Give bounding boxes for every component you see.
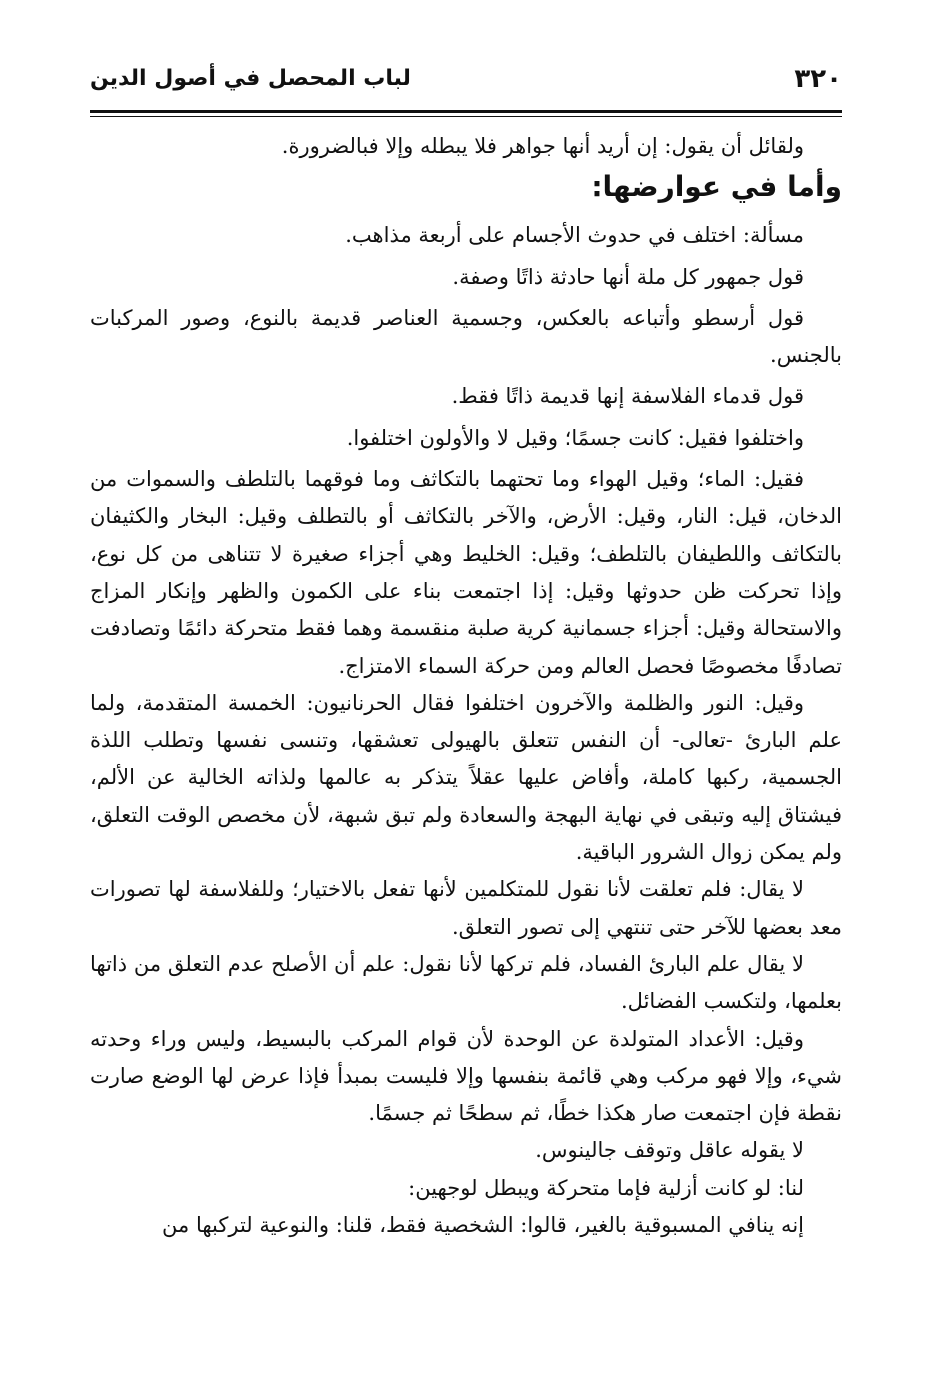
paragraph: وقيل: النور والظلمة والآخرون اختلفوا فقال الحرنانيون: الخمسة المتقدمة، ولما علم البارئ -تعالى- أن النفس تتعلق بالهيولى تعشقها، وتنسى نفسها وتطلب اللذة الجسمية، ركبها كاملة، وأفاض عليها عقلاً يتذكر به عالمها ولذاته الخالية عن الألم، فيشتاق إليه وتبقى في نهاية البهجة والسعادة ولم تبق شبهة، لأن مخصص الوقت التعلق، ولم يمكن زوال الشرور الباقية.	[90, 690, 842, 865]
header-divider	[90, 110, 842, 113]
paragraph: مسألة: اختلف في حدوث الأجسام على أربعة مذاهب.	[345, 223, 804, 248]
paragraph: لنا: لو كانت أزلية فإما متحركة ويبطل لوجهين:	[408, 1175, 804, 1200]
paragraph: لا يقال علم البارئ الفساد، فلم تركها لأنا نقول: علم أن الأصلح عدم التعلق من ذاتها بعلمها، ولتكسب الفضائل.	[90, 951, 842, 1014]
paragraph: قول أرسطو وأتباعه بالعكس، وجسمية العناصر قديمة بالنوع، وصور المركبات بالجنس.	[90, 305, 842, 368]
intro-paragraph: ولقائل أن يقول: إن أريد أنها جواهر فلا يبطله وإلا فبالضرورة.	[281, 134, 804, 158]
paragraph: إنه ينافي المسبوقية بالغير، قالوا: الشخصية فقط، قلنا: والنوعية لتركبها من	[162, 1213, 804, 1238]
paragraph: قول قدماء الفلاسفة إنها قديمة ذاتًا فقط.	[451, 384, 804, 409]
page-number: ٣٢٠	[794, 64, 842, 94]
paragraph: قول جمهور كل ملة أنها حادثة ذاتًا وصفة.	[452, 264, 804, 289]
header-divider-thin	[90, 116, 842, 117]
paragraph: لا يقوله عاقل وتوقف جالينوس.	[535, 1138, 804, 1163]
paragraph: فقيل: الماء؛ وقيل الهواء وما تحتهما بالتكاثف وما فوقهما بالتلطف والسموات من الدخان، قيل: النار، وقيل: الأرض، والآخر بالتكاثف أو بالتطلف وقيل: البخار والكثيفان بالتكاثف واللطيفان بالتلطف؛ وقيل: الخليط وهي أجزاء صغيرة لا تتناهى من كل نوع، وإذا تحركت ظن حدوثها وقيل: إذا اجتمعت بناء على الكمون والظهر وإنكار المزاج والاستحالة وقيل: أجزاء جسمانية كرية صلبة منقسمة وهما فقط متحركة دائمًا وتصادفت تصادفًا مخصوصًا فحصل العالم ومن حركة السماء الامتزاج.	[90, 467, 842, 678]
paragraph: واختلفوا فقيل: كانت جسمًا؛ وقيل لا والأولون اختلفوا.	[346, 425, 804, 450]
paragraph: وقيل: الأعداد المتولدة عن الوحدة لأن قوام المركب بالبسيط، وليس وراء وحدته شيء، وإلا فهو مركب وهي قائمة بنفسها وإلا فليست بمبدأ فإذا عرض لها الوضع صارت نقطة فإن اجتمعت صار هكذا خطًا، ثم سطحًا ثم جسمًا.	[90, 1026, 842, 1126]
running-header	[90, 58, 842, 104]
paragraph: لا يقال: فلم تعلقت لأنا نقول للمتكلمين لأنها تفعل بالاختيار؛ وللفلاسفة لها تصورات معد بعضها للآخر حتى تنتهي إلى تصور التعلق.	[90, 877, 842, 939]
section-heading: وأما في عوارضها:	[591, 170, 842, 204]
main-text	[90, 128, 842, 1244]
book-title: لباب المحصل في أصول الدين	[90, 66, 411, 91]
